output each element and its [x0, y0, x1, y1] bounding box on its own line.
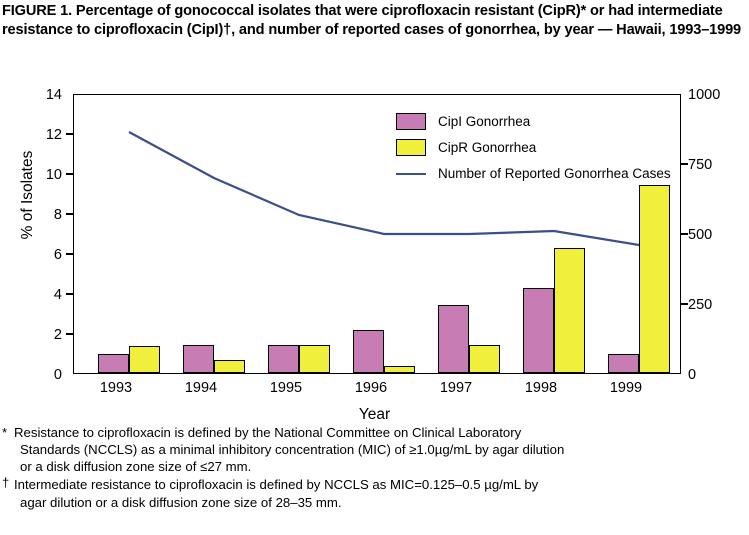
footnote-2-marker: †: [2, 475, 10, 491]
plot-area: [73, 94, 681, 374]
footnote-1: [2, 424, 747, 475]
x-tick-label-1995: 1995: [269, 380, 303, 396]
y-tick-label-10: 10: [45, 167, 62, 183]
chart-container: [0, 66, 749, 421]
footnote-1-line3: or a disk diffusion zone size of ≤27 mm.: [20, 459, 252, 475]
y-tick-mark: [66, 173, 73, 175]
legend-line-cases-icon: [396, 173, 426, 175]
x-axis-title: Year: [358, 406, 391, 423]
legend-item-cipr: [396, 135, 696, 161]
x-tick-label-1994: 1994: [184, 380, 218, 396]
x-tick-label-1996: 1996: [354, 380, 388, 396]
y2-tick-mark: [681, 233, 688, 235]
y-tick-label-12: 12: [45, 127, 62, 143]
y-tick-mark: [66, 293, 73, 295]
y2-tick-mark: [681, 303, 688, 305]
x-tick-label-1998: 1998: [524, 380, 558, 396]
y-tick-label-6: 6: [53, 247, 62, 263]
footnote-2: [2, 476, 747, 510]
y-tick-mark: [66, 253, 73, 255]
x-tick-label-1997: 1997: [439, 380, 473, 396]
footnote-2-line2: agar dilution or a disk diffusion zone size of 28–35 mm.: [20, 494, 342, 510]
y-tick-label-14: 14: [45, 87, 62, 103]
footnote-1-marker: *: [2, 425, 8, 440]
plot-inner: [74, 95, 680, 373]
y2-tick-label-0: 0: [688, 367, 697, 383]
y-tick-label-2: 2: [53, 327, 62, 343]
footnotes: [2, 424, 747, 512]
x-tick-label-1993: 1993: [99, 380, 133, 396]
legend-swatch-cipi-icon: [396, 113, 426, 130]
footnote-1-line2: Standards (NCCLS) as a minimal inhibitory concentration (MIC) of ≥1.0µg/mL by agar dilution: [20, 442, 565, 458]
y2-tick-label-250: 250: [688, 297, 713, 313]
y-tick-mark: [66, 213, 73, 215]
y-tick-mark: [66, 333, 73, 335]
x-tick-label-1999: 1999: [609, 380, 643, 396]
y-axis-title: % of Isolates: [19, 150, 36, 240]
legend-label-cipr: CipR Gonorrhea: [438, 140, 537, 155]
y2-tick-label-750: 750: [688, 157, 713, 173]
footnote-1-line1: Resistance to ciprofloxacin is defined by the National Committee on Clinical Laboratory: [14, 425, 522, 440]
legend-label-cipi: CipI Gonorrhea: [438, 114, 531, 129]
legend-label-cases: Number of Reported Gonorrhea Cases: [438, 166, 671, 181]
page-title: FIGURE 1. Percentage of gonococcal isolates that were ciprofloxacin resistant (CipR)* or had intermediate resistance to ciprofloxacin (CipI)†, and number of reported cases of gonorrhea, by year — Hawaii, 1993–1999: [2, 3, 742, 38]
legend-item-cases: [396, 161, 696, 187]
footnote-2-line1: Intermediate resistance to ciprofloxacin is defined by NCCLS as MIC=0.125–0.5 µg/mL by: [14, 477, 539, 493]
y-tick-mark: [66, 133, 73, 135]
legend-swatch-cipr-icon: [396, 139, 426, 156]
legend-item-cipi: [396, 109, 696, 135]
y-tick-label-0: 0: [53, 367, 62, 383]
y2-tick-label-500: 500: [688, 227, 713, 243]
y-tick-label-8: 8: [53, 207, 62, 223]
y-tick-label-4: 4: [53, 287, 62, 303]
chart-legend: [396, 109, 696, 187]
y2-tick-label-1000: 1000: [688, 87, 721, 103]
